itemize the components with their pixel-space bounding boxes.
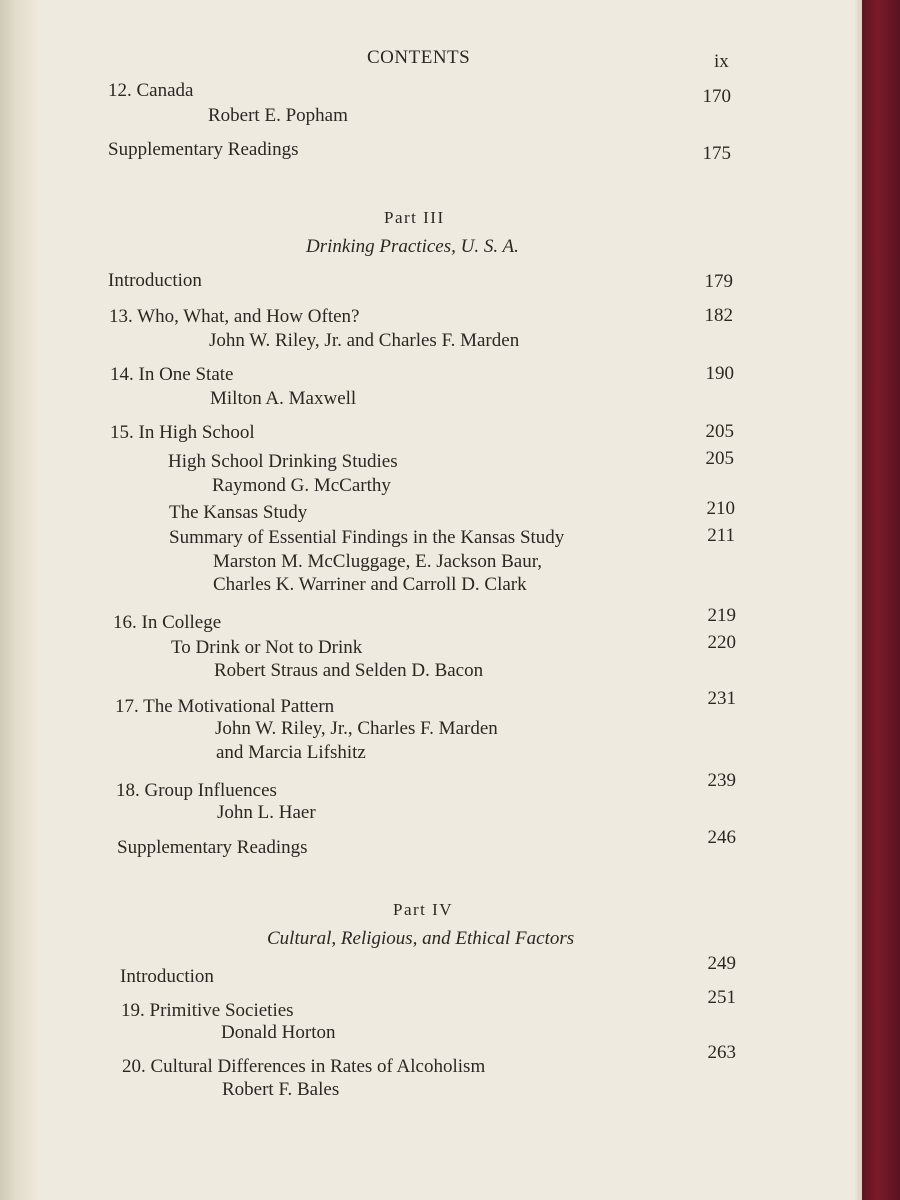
- toc-entry-page: 210: [706, 498, 735, 519]
- toc-entry-page: 239: [707, 770, 736, 791]
- toc-entry-page: 211: [707, 525, 735, 546]
- book-gutter: [0, 0, 40, 1200]
- page-title: CONTENTS: [367, 47, 471, 68]
- toc-entry-title: 12. Canada: [108, 80, 194, 101]
- toc-entry-title: 17. The Motivational Pattern: [115, 696, 335, 717]
- toc-entry-author: Charles K. Warriner and Carroll D. Clark: [213, 574, 527, 595]
- toc-entry-page: 205: [705, 448, 734, 469]
- toc-entry-page: 190: [705, 363, 734, 384]
- toc-entry-page: 220: [707, 632, 736, 653]
- toc-entry-title: 18. Group Influences: [116, 780, 277, 801]
- toc-entry-page: 249: [707, 953, 736, 974]
- toc-entry-title: 15. In High School: [110, 422, 255, 443]
- toc-entry-title: 14. In One State: [110, 364, 234, 385]
- toc-entry-page: 251: [707, 987, 736, 1008]
- toc-subentry-title: The Kansas Study: [169, 502, 308, 523]
- toc-entry-title: Supplementary Readings: [108, 139, 299, 160]
- toc-entry-page: 175: [702, 143, 731, 164]
- toc-subentry-title: To Drink or Not to Drink: [171, 637, 363, 658]
- toc-entry-page: 246: [707, 827, 736, 848]
- toc-entry-page: 231: [707, 688, 736, 709]
- part-heading: Part III: [384, 208, 445, 227]
- toc-entry-page: 263: [707, 1042, 736, 1063]
- part-subtitle: Cultural, Religious, and Ethical Factors: [267, 928, 575, 949]
- toc-entry-author: Robert Straus and Selden D. Bacon: [214, 660, 484, 681]
- toc-entry-title: Introduction: [120, 966, 214, 987]
- toc-entry-title: 20. Cultural Differences in Rates of Alcoholism: [122, 1056, 486, 1077]
- toc-subentry-title: High School Drinking Studies: [168, 451, 398, 472]
- toc-entry-author: John W. Riley, Jr. and Charles F. Marden: [209, 330, 520, 351]
- toc-entry-page: 205: [705, 421, 734, 442]
- toc-subentry-title: Summary of Essential Findings in the Kansas Study: [169, 527, 565, 548]
- toc-entry-author: Robert E. Popham: [208, 105, 348, 126]
- toc-entry-page: 179: [704, 271, 733, 292]
- toc-entry-author: Donald Horton: [221, 1022, 336, 1043]
- toc-entry-author: Raymond G. McCarthy: [212, 475, 391, 496]
- toc-entry-author: Robert F. Bales: [222, 1079, 340, 1100]
- toc-entry-title: 19. Primitive Societies: [121, 1000, 294, 1021]
- toc-entry-title: 16. In College: [113, 612, 222, 633]
- toc-entry-page: 182: [704, 305, 733, 326]
- toc-entry-author: Milton A. Maxwell: [210, 388, 357, 409]
- part-heading: Part IV: [393, 900, 454, 919]
- page-edge: [854, 0, 862, 1200]
- toc-entry-page: 219: [707, 605, 736, 626]
- toc-entry-author: John L. Haer: [217, 802, 316, 823]
- toc-entry-author: John W. Riley, Jr., Charles F. Marden: [215, 718, 498, 739]
- toc-entry-title: Introduction: [108, 270, 202, 291]
- toc-entry-page: 170: [702, 86, 731, 107]
- page-number: ix: [714, 51, 729, 72]
- toc-entry-author: and Marcia Lifshitz: [216, 742, 366, 763]
- toc-entry-author: Marston M. McCluggage, E. Jackson Baur,: [213, 551, 543, 572]
- book-cover: [862, 0, 900, 1200]
- toc-entry-title: 13. Who, What, and How Often?: [109, 306, 360, 327]
- part-subtitle: Drinking Practices, U. S. A.: [306, 236, 519, 257]
- toc-entry-title: Supplementary Readings: [117, 837, 308, 858]
